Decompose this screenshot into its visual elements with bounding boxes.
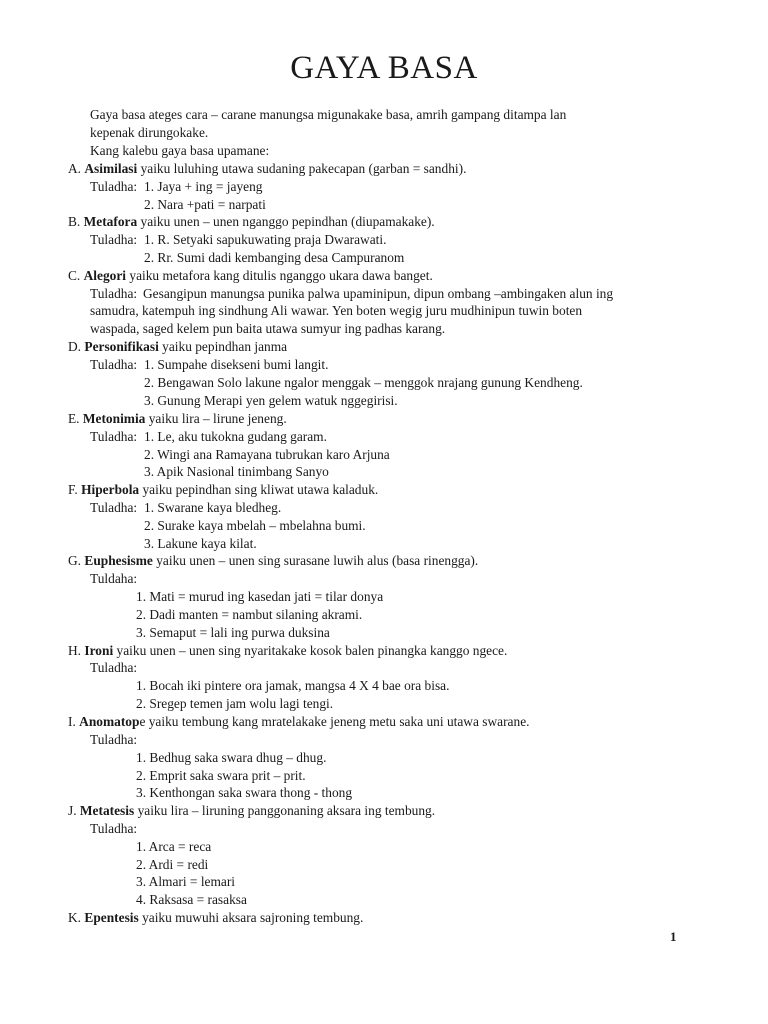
section-heading-metatesis <box>68 802 435 819</box>
example-item: 1. Jaya + ing = jayeng <box>144 179 263 194</box>
section-definition: yaiku muwuhi aksara sajroning tembung. <box>138 910 364 925</box>
section-heading-metafora <box>68 213 435 230</box>
section-term: Metatesis <box>79 803 135 818</box>
section-definition: yaiku lira – liruning panggonaning aksara ing tembung. <box>134 803 436 818</box>
example-label: Tuladha: <box>90 732 138 747</box>
example-item: 2. Rr. Sumi dadi kembanging desa Campuranom <box>144 250 405 265</box>
example-paragraph-line: Gesangipun manungsa punika palwa upaminipun, dipun ombang –ambingaken alun ing <box>143 286 614 301</box>
example-label: Tuladha: <box>90 286 138 301</box>
example-item: 3. Apik Nasional tinimbang Sanyo <box>144 464 329 479</box>
section-heading-anomatope <box>68 713 529 730</box>
example-label: Tuladha: <box>90 232 138 247</box>
section-definition: e yaiku tembung kang mratelakake jeneng metu saka uni utawa swarane. <box>139 714 530 729</box>
example-item: 1. Arca = reca <box>136 839 212 854</box>
section-letter: I. <box>68 714 76 729</box>
section-definition: yaiku pepindhan janma <box>158 339 288 354</box>
section-term: Euphesisme <box>84 553 153 568</box>
section-heading-epentesis <box>68 909 363 926</box>
section-term: Hiperbola <box>81 482 140 497</box>
section-definition: yaiku unen – unen nganggo pepindhan (diupamakake). <box>137 214 435 229</box>
section-heading-metonimia <box>68 410 287 427</box>
section-term: Personifikasi <box>84 339 159 354</box>
intro-line-3: Kang kalebu gaya basa upamane: <box>90 143 270 158</box>
page-number: 1 <box>670 929 677 944</box>
section-letter: H. <box>68 643 82 658</box>
section-heading-ironi <box>68 642 507 659</box>
section-term: Metafora <box>83 214 138 229</box>
example-item: 2. Surake kaya mbelah – mbelahna bumi. <box>144 518 366 533</box>
section-term: Asimilasi <box>84 161 138 176</box>
example-item: 1. Le, aku tukokna gudang garam. <box>144 429 327 444</box>
example-label: Tuladha: <box>90 660 138 675</box>
example-paragraph-line: waspada, saged kelem pun baita utawa sumyur ing padhas karang. <box>90 321 446 336</box>
example-item: 2. Emprit saka swara prit – prit. <box>136 768 306 783</box>
example-item: 2. Sregep temen jam wolu lagi tengi. <box>136 696 334 711</box>
section-letter: J. <box>68 803 77 818</box>
section-term: Metonimia <box>82 411 146 426</box>
section-definition: yaiku metafora kang ditulis nganggo ukara dawa banget. <box>126 268 433 283</box>
section-letter: B. <box>68 214 81 229</box>
section-term: Anomatop <box>79 714 140 729</box>
section-letter: E. <box>68 411 80 426</box>
section-term: Ironi <box>84 643 114 658</box>
section-definition: yaiku unen – unen sing nyaritakake kosok balen pinangka kanggo ngece. <box>113 643 508 658</box>
section-letter: K. <box>68 910 82 925</box>
example-item: 3. Lakune kaya kilat. <box>144 536 257 551</box>
example-item: 3. Gunung Merapi yen gelem watuk nggegirisi. <box>144 393 398 408</box>
example-label: Tuldaha: <box>90 571 138 586</box>
intro-line-2: kepenak dirungokake. <box>90 125 209 140</box>
example-label: Tuladha: <box>90 821 138 836</box>
section-definition: yaiku lira – lirune jeneng. <box>145 411 287 426</box>
section-term: Epentesis <box>84 910 139 925</box>
section-letter: G. <box>68 553 82 568</box>
section-heading-euphesisme <box>68 552 478 569</box>
section-heading-asimilasi <box>68 160 466 177</box>
example-label: Tuladha: <box>90 357 138 372</box>
section-letter: F. <box>68 482 78 497</box>
section-definition: yaiku pepindhan sing kliwat utawa kaladuk. <box>139 482 379 497</box>
example-item: 1. Mati = murud ing kasedan jati = tilar donya <box>136 589 384 604</box>
section-heading-hiperbola <box>68 481 378 498</box>
example-item: 2. Wingi ana Ramayana tubrukan karo Arjuna <box>144 447 390 462</box>
example-paragraph-line: samudra, katempuh ing sindhung Ali wawar. Yen boten wegig juru mudhinipun tuwin boten <box>90 303 583 318</box>
example-item: 2. Bengawan Solo lakune ngalor menggak – menggok nrajang gunung Kendheng. <box>144 375 583 390</box>
section-letter: D. <box>68 339 82 354</box>
example-label: Tuladha: <box>90 429 138 444</box>
section-definition: yaiku luluhing utawa sudaning pakecapan (garban = sandhi). <box>137 161 467 176</box>
section-definition: yaiku unen – unen sing surasane luwih alus (basa rinengga). <box>152 553 479 568</box>
section-heading-alegori <box>68 267 433 284</box>
example-item: 1. Bedhug saka swara dhug – dhug. <box>136 750 327 765</box>
example-item: 3. Almari = lemari <box>136 874 236 889</box>
example-label: Tuladha: <box>90 179 138 194</box>
example-item: 1. Bocah iki pintere ora jamak, mangsa 4 X 4 bae ora bisa. <box>136 678 450 693</box>
section-letter: C. <box>68 268 81 283</box>
intro-line-1: Gaya basa ateges cara – carane manungsa migunakake basa, amrih gampang ditampa lan <box>90 107 567 122</box>
example-item: 1. R. Setyaki sapukuwating praja Dwarawati. <box>144 232 387 247</box>
section-heading-personifikasi <box>68 338 287 355</box>
example-item: 1. Swarane kaya bledheg. <box>144 500 282 515</box>
example-label: Tuladha: <box>90 500 138 515</box>
example-item: 3. Kenthongan saka swara thong - thong <box>136 785 353 800</box>
example-item: 3. Semaput = lali ing purwa duksina <box>136 625 330 640</box>
section-term: Alegori <box>83 268 127 283</box>
example-item: 2. Ardi = redi <box>136 857 209 872</box>
example-item: 2. Dadi manten = nambut silaning akrami. <box>136 607 363 622</box>
example-item: 4. Raksasa = rasaksa <box>136 892 247 907</box>
page-title: GAYA BASA <box>290 50 478 86</box>
section-letter: A. <box>68 161 82 176</box>
example-item: 1. Sumpahe disekseni bumi langit. <box>144 357 329 372</box>
example-item: 2. Nara +pati = narpati <box>144 197 266 212</box>
